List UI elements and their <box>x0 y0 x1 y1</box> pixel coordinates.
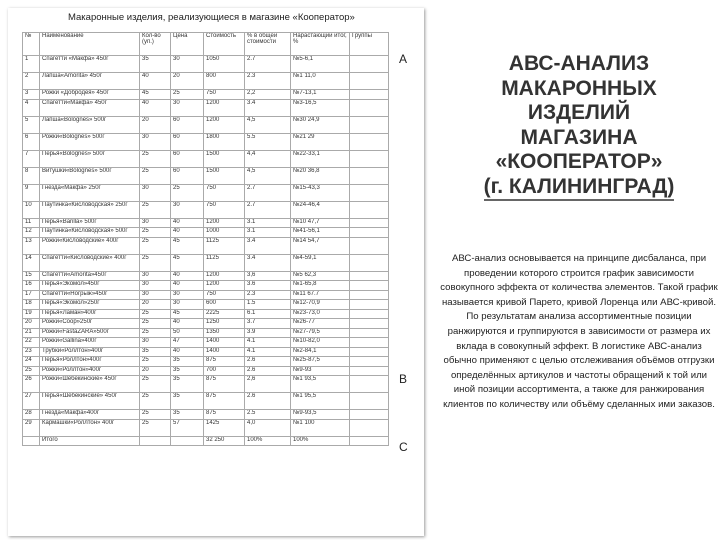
table-cell <box>350 300 389 310</box>
table-cell: 750 <box>204 201 245 218</box>
document-image <box>8 8 424 536</box>
title-line: АВС-АНАЛИЗ <box>508 52 650 75</box>
table-cell: 1200 <box>204 271 245 281</box>
table-cell <box>350 290 389 300</box>
table-cell: Рожки«Gallina»400г <box>40 338 140 348</box>
table-cell <box>350 218 389 228</box>
table-cell: 35 <box>140 347 171 357</box>
table-cell <box>350 347 389 357</box>
table-cell: 20 <box>171 73 204 90</box>
table-cell: 25 <box>140 376 171 393</box>
table-cell: №21 29 <box>291 133 350 150</box>
table-row <box>23 254 389 271</box>
table-row <box>23 436 389 446</box>
table-cell: 2.7 <box>245 201 291 218</box>
table-cell: 2.6 <box>245 357 291 367</box>
table-cell: 5.5 <box>245 133 291 150</box>
table-cell: 1 <box>23 56 40 73</box>
table-cell: 1200 <box>204 99 245 116</box>
table-cell: Перья«Bolognes» 500г <box>40 150 140 167</box>
table-cell: 30 <box>171 56 204 73</box>
table-cell: 600 <box>204 300 245 310</box>
table-cell: 6.1 <box>245 309 291 319</box>
table-cell: 6 <box>23 133 40 150</box>
table-cell: 2.7 <box>245 56 291 73</box>
table-cell: 3.4 <box>245 237 291 254</box>
table-cell: 4.1 <box>245 338 291 348</box>
table-cell: 3.4 <box>245 254 291 271</box>
table-cell: №5-6,1 <box>291 56 350 73</box>
table-cell: №2-84,1 <box>291 347 350 357</box>
table-cell <box>350 228 389 238</box>
table-cell: 750 <box>204 184 245 201</box>
table-cell: 25 <box>140 150 171 167</box>
table-cell: 1800 <box>204 133 245 150</box>
table-cell: №30 24,9 <box>291 116 350 133</box>
table-cell: Рожки«Coop»250г <box>40 319 140 329</box>
table-cell: 25 <box>140 419 171 436</box>
table-cell: 30 <box>140 271 171 281</box>
table-cell: 25 <box>140 167 171 184</box>
table-cell: 25 <box>140 357 171 367</box>
table-row <box>23 167 389 184</box>
table-cell: 2.3 <box>245 290 291 300</box>
table-cell: 25 <box>140 309 171 319</box>
table-cell: 13 <box>23 237 40 254</box>
table-cell: 19 <box>23 309 40 319</box>
table-cell: №9-93,5 <box>291 410 350 420</box>
slide-title <box>440 52 718 201</box>
table-cell: 4.1 <box>245 347 291 357</box>
table-row <box>23 90 389 100</box>
table-row <box>23 237 389 254</box>
table-cell <box>350 73 389 90</box>
table-cell: 3.1 <box>245 218 291 228</box>
table-cell: Рожки«FastaZARA»500г <box>40 328 140 338</box>
table-cell <box>350 201 389 218</box>
table-cell: №11 67.7 <box>291 290 350 300</box>
table-cell: №25-87,5 <box>291 357 350 367</box>
table-cell <box>350 410 389 420</box>
table-cell: 25 <box>140 201 171 218</box>
table-cell: 30 <box>171 290 204 300</box>
table-cell: Паутинка«Кисловодская» 250г <box>40 201 140 218</box>
table-row <box>23 281 389 291</box>
table-cell: 1200 <box>204 116 245 133</box>
table-cell: 3.4 <box>245 99 291 116</box>
table-cell: 35 <box>171 366 204 376</box>
table-cell: 45 <box>171 254 204 271</box>
table-cell: №23-73,0 <box>291 309 350 319</box>
table-cell: 4,5 <box>245 116 291 133</box>
table-cell: 25 <box>140 393 171 410</box>
table-cell: 1400 <box>204 347 245 357</box>
column-header: % в общей стоимости <box>245 33 291 56</box>
table-cell: 100% <box>291 436 350 446</box>
table-cell: Гнезда«Макфа»400г <box>40 410 140 420</box>
table-cell: 30 <box>140 184 171 201</box>
table-cell: 875 <box>204 410 245 420</box>
table-cell: 15 <box>23 271 40 281</box>
table-row <box>23 99 389 116</box>
table-cell: 20 <box>23 319 40 329</box>
table-row <box>23 357 389 367</box>
table-cell: №1 100 <box>291 419 350 436</box>
column-header: № <box>23 33 40 56</box>
table-cell: Перья«Barilla» 500г <box>40 218 140 228</box>
table-cell: 3.9 <box>245 328 291 338</box>
table-row <box>23 366 389 376</box>
table-cell: №9-93 <box>291 366 350 376</box>
table-cell: 40 <box>171 347 204 357</box>
table-cell: 40 <box>171 271 204 281</box>
table-cell: 60 <box>171 167 204 184</box>
table-cell: Спагетти «Макфа» 450г <box>40 56 140 73</box>
table-cell: 1200 <box>204 281 245 291</box>
table-cell: 18 <box>23 300 40 310</box>
table-cell: 21 <box>23 328 40 338</box>
table-cell: 25 <box>140 254 171 271</box>
table-cell <box>350 116 389 133</box>
table-row <box>23 376 389 393</box>
table-cell: 1125 <box>204 254 245 271</box>
table-cell: 25 <box>140 410 171 420</box>
table-cell: 2 <box>23 73 40 90</box>
table-cell: 20 <box>140 116 171 133</box>
table-cell: №1-65,8 <box>291 281 350 291</box>
table-cell: 1000 <box>204 228 245 238</box>
table-cell: 25 <box>171 184 204 201</box>
column-header: Группы <box>350 33 389 56</box>
table-cell: 2,6 <box>245 376 291 393</box>
table-row <box>23 150 389 167</box>
table-cell: Витушки«Bolognes» 500г <box>40 167 140 184</box>
group-label-b: B <box>399 372 408 386</box>
column-header: Кол-во (уп.) <box>140 33 171 56</box>
table-cell: 25 <box>140 328 171 338</box>
table-cell: Перья«Экомол»450г <box>40 281 140 291</box>
table-cell: 35 <box>171 357 204 367</box>
table-cell: 25 <box>140 228 171 238</box>
table-cell: 2225 <box>204 309 245 319</box>
table-cell: 875 <box>204 393 245 410</box>
table-cell: 1425 <box>204 419 245 436</box>
table-cell: 50 <box>171 328 204 338</box>
table-header <box>23 33 389 56</box>
table-cell: 800 <box>204 73 245 90</box>
table-cell: 875 <box>204 376 245 393</box>
table-cell: №27-79,5 <box>291 328 350 338</box>
table-cell: 30 <box>140 218 171 228</box>
table-cell: 4 <box>23 99 40 116</box>
table-cell <box>350 167 389 184</box>
table-row <box>23 393 389 410</box>
table-cell: 100% <box>245 436 291 446</box>
title-line: МАКАРОННЫХ <box>501 76 657 100</box>
table-cell: №10 47,7 <box>291 218 350 228</box>
table-cell: 12 <box>23 228 40 238</box>
table-cell: 45 <box>171 309 204 319</box>
table-cell: 4,0 <box>245 419 291 436</box>
table-cell: №22-33,1 <box>291 150 350 167</box>
table-cell: Паутинка«Кисловодская» 500г <box>40 228 140 238</box>
table-cell: 7 <box>23 150 40 167</box>
table-cell <box>350 254 389 271</box>
column-header: Нарастающий итог, % <box>291 33 350 56</box>
column-header: Наименование <box>40 33 140 56</box>
table-cell <box>350 328 389 338</box>
table-cell: Рожки«Роллтон»400г <box>40 366 140 376</box>
table-cell: №20 36,8 <box>291 167 350 184</box>
table-cell: 2.6 <box>245 366 291 376</box>
table-cell <box>350 237 389 254</box>
table-cell: 20 <box>140 366 171 376</box>
table-cell: 3.6 <box>245 281 291 291</box>
table-cell: Итого <box>40 436 140 446</box>
table-cell: №24-46,4 <box>291 201 350 218</box>
table-cell: 9 <box>23 184 40 201</box>
table-cell <box>350 376 389 393</box>
table-cell: 27 <box>23 393 40 410</box>
table-row <box>23 133 389 150</box>
table-cell: 35 <box>171 410 204 420</box>
table-cell: №3-16,5 <box>291 99 350 116</box>
table-cell: 10 <box>23 201 40 218</box>
table-cell: 4,5 <box>245 167 291 184</box>
table-cell: 60 <box>171 133 204 150</box>
table-cell: 45 <box>140 90 171 100</box>
table-cell: 3,6 <box>245 271 291 281</box>
table-cell: 22 <box>23 338 40 348</box>
table-cell: 3.7 <box>245 319 291 329</box>
table-cell: 5 <box>23 116 40 133</box>
table-cell: 40 <box>140 99 171 116</box>
title-line: ИЗДЕЛИЙ <box>527 101 631 124</box>
table-cell: №1 95,5 <box>291 393 350 410</box>
table-cell <box>350 393 389 410</box>
table-cell: 35 <box>171 393 204 410</box>
table-cell: №15-43,3 <box>291 184 350 201</box>
table-cell: 24 <box>23 357 40 367</box>
table-cell: 47 <box>171 338 204 348</box>
table-row <box>23 300 389 310</box>
table-row <box>23 328 389 338</box>
table-cell <box>350 436 389 446</box>
column-header: Стоимость <box>204 33 245 56</box>
table-cell: 30 <box>171 300 204 310</box>
table-cell: 875 <box>204 357 245 367</box>
table-cell: 30 <box>140 281 171 291</box>
group-label-c: C <box>399 440 408 454</box>
table-cell <box>350 271 389 281</box>
table-cell: 2.7 <box>245 184 291 201</box>
table-cell: 30 <box>140 290 171 300</box>
table-cell <box>140 436 171 446</box>
table-cell: 4,4 <box>245 150 291 167</box>
table-cell: 3 <box>23 90 40 100</box>
table-cell: Перья«Экомол»250г <box>40 300 140 310</box>
table-cell: №1 93,5 <box>291 376 350 393</box>
table-cell: 40 <box>171 319 204 329</box>
table-cell <box>350 309 389 319</box>
table-cell: 1350 <box>204 328 245 338</box>
table-row <box>23 56 389 73</box>
table-cell: 1250 <box>204 319 245 329</box>
table-cell: 2.6 <box>245 393 291 410</box>
table-cell <box>171 436 204 446</box>
table-cell: 1.5 <box>245 300 291 310</box>
table-cell: 1400 <box>204 338 245 348</box>
table-cell: 16 <box>23 281 40 291</box>
products-table <box>22 32 389 446</box>
table-cell: 1500 <box>204 150 245 167</box>
table-cell <box>350 56 389 73</box>
title-line: «КООПЕРАТОР» <box>495 150 663 173</box>
table-cell: Лапша«Amorita» 450г <box>40 73 140 90</box>
table-cell: Спагетти«Amorita»450г <box>40 271 140 281</box>
table-cell <box>350 357 389 367</box>
table-cell: Рожки «Добродея» 450г <box>40 90 140 100</box>
document-title: Макаронные изделия, реализующиеся в магазине «Кооператор» <box>68 12 355 23</box>
table-row <box>23 201 389 218</box>
table-cell <box>23 436 40 446</box>
table-cell: №5 62,3 <box>291 271 350 281</box>
table-cell: 11 <box>23 218 40 228</box>
table-cell: Спагетти«Макфа» 450г <box>40 99 140 116</box>
table-row <box>23 218 389 228</box>
table-cell: Перья«Роллтон»400г <box>40 357 140 367</box>
table-row <box>23 290 389 300</box>
table-cell: 30 <box>140 338 171 348</box>
table-cell: 32 250 <box>204 436 245 446</box>
table-cell: №14 54,7 <box>291 237 350 254</box>
table-cell: 29 <box>23 419 40 436</box>
table-cell: №10-82,0 <box>291 338 350 348</box>
table-row <box>23 73 389 90</box>
table-cell: Трубки«Роллтон»400г <box>40 347 140 357</box>
table-cell: Перья«Ламан»400г <box>40 309 140 319</box>
table-cell: 1125 <box>204 237 245 254</box>
table-cell: 25 <box>171 90 204 100</box>
table-cell: №26-77 <box>291 319 350 329</box>
slide-description: АВС-анализ основывается на принципе дисбаланса, при проведении которого строится график зависимости совокупного эффекта от количества элементов. Такой график называется кривой Парето, кривой Лоренца или АВС-кривой. По результатам анализа ассортиментные позиции ранжируются и группируются в зависимости от размера их вклада в совокупный эффект. В логистике АВС-анализ обычно применяют с целью отслеживания объёмов отгрузки определённых артикулов и частоты обращений к той или иной позиции ассортимента, а также для ранжирования клиентов по количеству или объёму сделанных ими заказов. <box>440 253 718 410</box>
table-cell: 40 <box>171 228 204 238</box>
table-cell <box>350 366 389 376</box>
table-cell: 25 <box>23 366 40 376</box>
table-cell: 1050 <box>204 56 245 73</box>
table-cell: 60 <box>171 116 204 133</box>
table-cell: 3.1 <box>245 228 291 238</box>
table-row <box>23 419 389 436</box>
table-row <box>23 184 389 201</box>
table-cell <box>350 319 389 329</box>
table-cell: Перья«Шебекинские» 450г <box>40 393 140 410</box>
table-cell: Гнезда«Макфа» 250г <box>40 184 140 201</box>
table-cell: 25 <box>140 237 171 254</box>
table-cell: 30 <box>171 201 204 218</box>
table-cell: 20 <box>140 300 171 310</box>
table-row <box>23 116 389 133</box>
table-cell: №4-59,1 <box>291 254 350 271</box>
table-row <box>23 347 389 357</box>
table-cell: Лапша«Bolognes» 500г <box>40 116 140 133</box>
table-cell: №41-56,1 <box>291 228 350 238</box>
table-cell: 2.5 <box>245 410 291 420</box>
table-cell: 700 <box>204 366 245 376</box>
table-cell <box>350 150 389 167</box>
table-cell: 28 <box>23 410 40 420</box>
title-line: (г. КАЛИНИНГРАД) <box>484 175 675 202</box>
group-label-a: A <box>399 52 408 66</box>
table-row <box>23 338 389 348</box>
table-body <box>23 56 389 446</box>
table-cell: 25 <box>140 319 171 329</box>
table-cell: 60 <box>171 150 204 167</box>
table-row <box>23 271 389 281</box>
table-cell: №7-13,1 <box>291 90 350 100</box>
table-cell: Спагетти«Ногрыж»450г <box>40 290 140 300</box>
table-cell: №1 11,0 <box>291 73 350 90</box>
table-row <box>23 410 389 420</box>
table-cell <box>350 338 389 348</box>
table-row <box>23 319 389 329</box>
table-cell <box>350 90 389 100</box>
table-cell: Рожки«Кисловодские» 400г <box>40 237 140 254</box>
table-cell <box>350 184 389 201</box>
table-cell: Рожки«Шебекинские» 450г <box>40 376 140 393</box>
table-cell: 2.3 <box>245 73 291 90</box>
table-cell: 1200 <box>204 218 245 228</box>
table-cell: 35 <box>140 56 171 73</box>
table-cell: 750 <box>204 290 245 300</box>
table-cell: 14 <box>23 254 40 271</box>
table-cell: 17 <box>23 290 40 300</box>
table-cell: Спагетти«Кисловодские» 400г <box>40 254 140 271</box>
table-cell: 1500 <box>204 167 245 184</box>
column-header: Цена <box>171 33 204 56</box>
table-cell: 40 <box>171 218 204 228</box>
table-cell: 750 <box>204 90 245 100</box>
table-cell: №12-70,9 <box>291 300 350 310</box>
table-cell <box>350 419 389 436</box>
table-row <box>23 228 389 238</box>
table-cell <box>350 281 389 291</box>
table-row <box>23 309 389 319</box>
title-line: МАГАЗИНА <box>520 125 638 149</box>
table-cell: 40 <box>140 73 171 90</box>
table-cell: 57 <box>171 419 204 436</box>
table-cell: 30 <box>140 133 171 150</box>
table-cell: 30 <box>171 99 204 116</box>
table-cell: 23 <box>23 347 40 357</box>
table-cell: 2,2 <box>245 90 291 100</box>
table-cell: 40 <box>171 281 204 291</box>
table-cell: Рожки«Bolognes» 500г <box>40 133 140 150</box>
table-cell <box>350 133 389 150</box>
table-cell: 45 <box>171 237 204 254</box>
table-cell: 35 <box>171 376 204 393</box>
table-cell: 26 <box>23 376 40 393</box>
table-cell <box>350 99 389 116</box>
table-cell: Кармашки«Роллтон» 400г <box>40 419 140 436</box>
table-cell: 8 <box>23 167 40 184</box>
